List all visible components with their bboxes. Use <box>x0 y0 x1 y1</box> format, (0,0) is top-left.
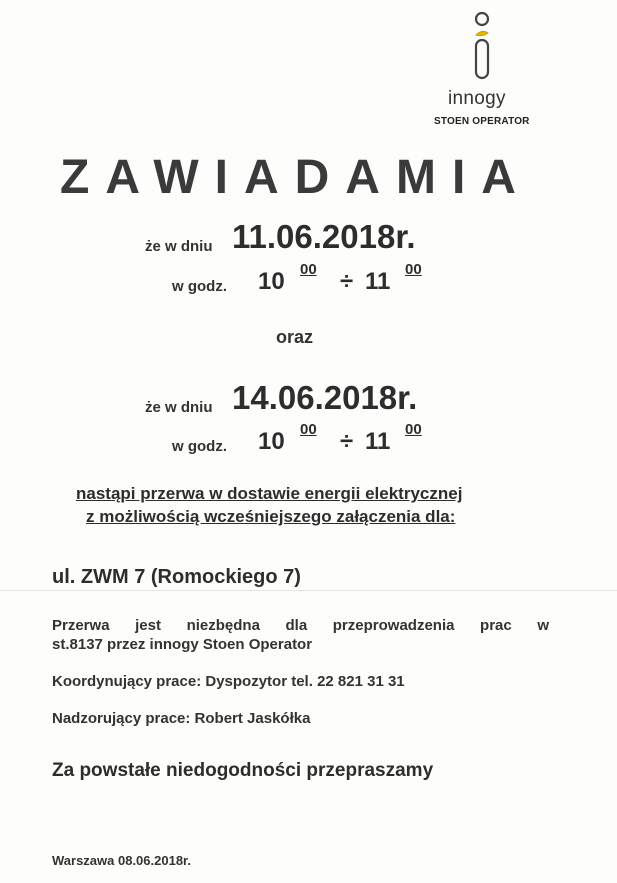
end-minutes: 00 <box>405 261 422 278</box>
reason-word: prac <box>480 617 512 634</box>
notice-line-2: z możliwością wcześniejszego załączenia dla: <box>86 507 456 526</box>
time-separator: ÷ <box>340 428 354 455</box>
coordinator: Koordynujący prace: Dyspozytor tel. 22 821 31 31 <box>52 673 405 690</box>
end-minutes: 00 <box>405 421 422 438</box>
supervisor: Nadzorujący prace: Robert Jaskółka <box>52 710 311 727</box>
date-prefix: że w dniu <box>145 238 213 255</box>
time-prefix: w godz. <box>172 278 227 295</box>
divider <box>0 590 617 591</box>
place-date: Warszawa 08.06.2018r. <box>52 853 192 868</box>
conjunction: oraz <box>276 327 314 347</box>
reason-word: w <box>537 617 549 634</box>
start-minutes: 00 <box>300 421 317 438</box>
page-title: ZAWIADAMIA <box>60 151 532 204</box>
start-hour: 10 <box>258 428 285 455</box>
time-prefix: w godz. <box>172 438 227 455</box>
reason-word: jest <box>135 617 161 634</box>
address: ul. ZWM 7 (Romockiego 7) <box>52 566 301 588</box>
reason-word: niezbędna <box>186 617 260 634</box>
innogy-figure-icon <box>462 10 502 82</box>
brand-name: innogy <box>448 88 506 109</box>
notice-line-1: nastąpi przerwa w dostawie energii elektrycznej <box>76 484 463 503</box>
date-prefix: że w dniu <box>145 399 213 416</box>
reason-line-2: st.8137 przez innogy Stoen Operator <box>52 636 313 653</box>
reason-word: Przerwa <box>52 617 110 634</box>
outage-date-1: 11.06.2018r. <box>232 218 416 255</box>
reason-word: przeprowadzenia <box>332 617 455 634</box>
end-hour: 11 <box>365 268 391 295</box>
reason-line-1 <box>52 617 549 634</box>
start-hour: 10 <box>258 268 285 295</box>
apology: Za powstałe niedogodności przepraszamy <box>52 760 434 781</box>
end-hour: 11 <box>365 428 391 455</box>
start-minutes: 00 <box>300 261 317 278</box>
brand-subtitle: STOEN OPERATOR <box>434 116 530 127</box>
reason-word: dla <box>285 617 308 634</box>
time-separator: ÷ <box>340 268 354 295</box>
outage-date-2: 14.06.2018r. <box>232 379 418 416</box>
